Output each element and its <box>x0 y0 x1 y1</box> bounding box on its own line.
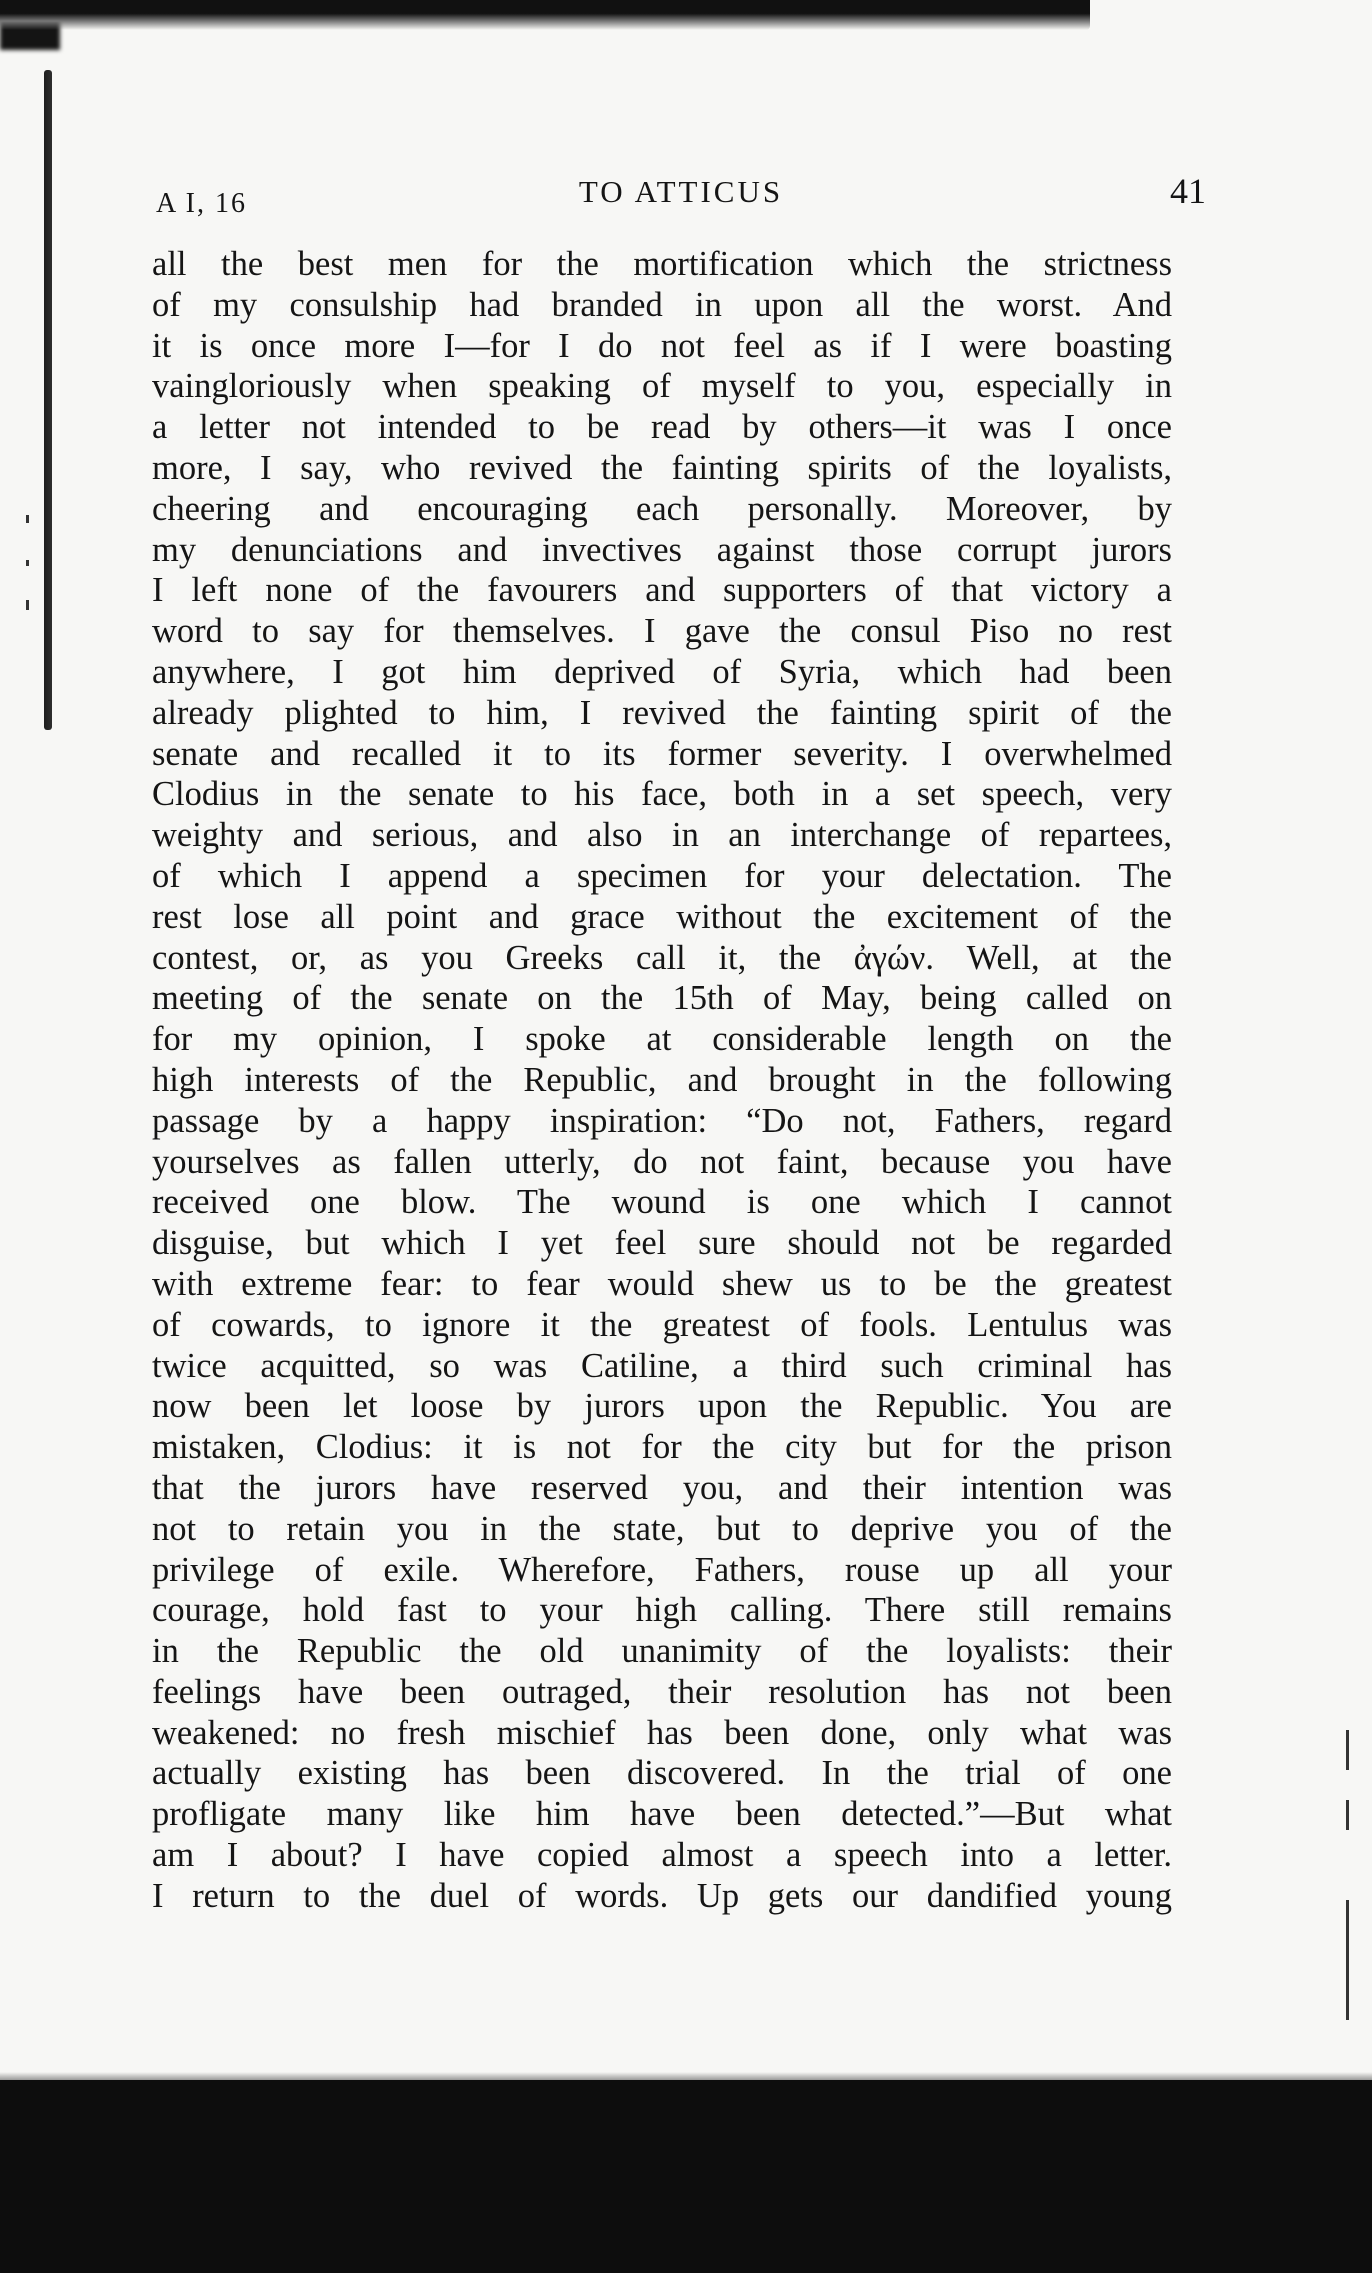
text-line: high interests of the Republic, and brought in the following <box>152 1060 1172 1099</box>
letter-text <box>152 244 1172 1917</box>
text-line: am I about? I have copied almost a speech into a letter. <box>152 1836 1172 1875</box>
text-line: all the best men for the mortification which the strictness <box>152 245 1172 283</box>
text-line: I left none of the favourers and supporters of that victory a <box>152 571 1172 610</box>
text-line: of which I append a specimen for your delectation. The <box>152 856 1172 895</box>
text-line: in the Republic the old unanimity of the loyalists: their <box>152 1632 1172 1671</box>
scan-bottom-edge-shadow <box>0 2080 1372 2273</box>
running-head <box>156 170 1206 220</box>
text-line: a letter not intended to be read by others—it was I once <box>152 408 1172 447</box>
text-line: already plighted to him, I revived the fainting spirit of the <box>152 693 1172 732</box>
text-line: with extreme fear: to fear would shew us to be the greatest <box>152 1264 1172 1303</box>
scan-speck <box>1346 1800 1349 1830</box>
text-line: courage, hold fast to your high calling. There still remains <box>152 1591 1172 1630</box>
text-line: profligate many like him have been detected.”—But what <box>152 1795 1172 1834</box>
text-line: my denunciations and invectives against those corrupt jurors <box>152 530 1172 569</box>
text-line: vaingloriously when speaking of myself to you, especially in <box>152 367 1172 406</box>
text-line: passage by a happy inspiration: “Do not, Fathers, regard <box>152 1101 1172 1140</box>
text-line: not to retain you in the state, but to deprive you of the <box>152 1509 1172 1548</box>
text-line: mistaken, Clodius: it is not for the city but for the prison <box>152 1428 1172 1467</box>
scan-speck <box>26 515 29 523</box>
text-line: it is once more I—for I do not feel as if I were boasting <box>152 326 1172 365</box>
text-line: contest, or, as you Greeks call it, the ἀγών. Well, at the <box>152 938 1172 977</box>
text-line: cheering and encouraging each personally. Moreover, by <box>152 489 1172 528</box>
running-title: TO ATTICUS <box>578 174 784 209</box>
text-line: received one blow. The wound is one which I cannot <box>152 1183 1172 1222</box>
text-line: word to say for themselves. I gave the consul Piso no rest <box>152 612 1172 651</box>
text-line: more, I say, who revived the fainting spirits of the loyalists, <box>152 448 1172 487</box>
scan-speck <box>1346 1900 1349 2020</box>
scan-speck <box>1346 1730 1349 1770</box>
text-line: that the jurors have reserved you, and their intention was <box>152 1468 1172 1507</box>
text-line: twice acquitted, so was Catiline, a third such criminal has <box>152 1346 1172 1385</box>
text-line: I return to the duel of words. Up gets our dandified young <box>152 1876 1172 1915</box>
scan-top-edge-shadow <box>0 0 1090 30</box>
text-line: rest lose all point and grace without the excitement of the <box>152 897 1172 936</box>
text-line: Clodius in the senate to his face, both in a set speech, very <box>152 775 1172 814</box>
text-line: of cowards, to ignore it the greatest of fools. Lentulus was <box>152 1305 1172 1344</box>
text-line: meeting of the senate on the 15th of May, being called on <box>152 979 1172 1018</box>
text-line: for my opinion, I spoke at considerable length on the <box>152 1020 1172 1059</box>
text-line: weakened: no fresh mischief has been done, only what was <box>152 1713 1172 1752</box>
text-line: now been let loose by jurors upon the Republic. You are <box>152 1387 1172 1426</box>
scan-speck <box>26 600 29 610</box>
text-line: weighty and serious, and also in an interchange of repartees, <box>152 816 1172 855</box>
text-line: feelings have been outraged, their resolution has not been <box>152 1672 1172 1711</box>
scan-speck <box>26 560 29 566</box>
scan-binding-shadow <box>44 70 52 730</box>
text-line: anywhere, I got him deprived of Syria, which had been <box>152 652 1172 691</box>
text-line: privilege of exile. Wherefore, Fathers, rouse up all your <box>152 1550 1172 1589</box>
text-line: actually existing has been discovered. In the trial of one <box>152 1754 1172 1793</box>
text-line: yourselves as fallen utterly, do not faint, because you have <box>152 1142 1172 1181</box>
page-number: 41 <box>1170 171 1206 211</box>
text-line: disguise, but which I yet feel sure should not be regarded <box>152 1224 1172 1263</box>
section-reference: A I, 16 <box>156 188 247 219</box>
text-line: of my consulship had branded in upon all the worst. And <box>152 285 1172 324</box>
text-line: senate and recalled it to its former severity. I overwhelmed <box>152 734 1172 773</box>
